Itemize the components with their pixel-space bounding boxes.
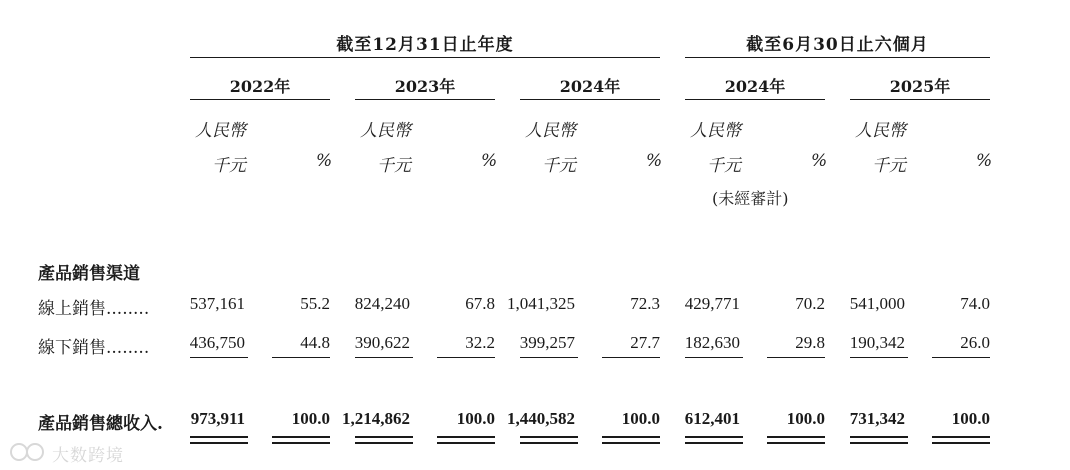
year-header-2023: 2023年	[394, 77, 456, 96]
table-cell: 55.2	[300, 294, 330, 313]
table-cell: 436,750	[189, 333, 245, 352]
year-header-2022: 2022年	[229, 77, 291, 96]
table-cell-total: 612,401	[684, 409, 740, 428]
total-double-rule	[932, 442, 990, 444]
subtotal-rule	[272, 357, 330, 358]
percent-label: %	[976, 151, 993, 171]
section-title: 產品銷售渠道	[38, 264, 140, 284]
table-cell-total: 1,440,582	[507, 409, 575, 428]
total-double-rule	[437, 436, 495, 438]
table-cell-total: 973,911	[190, 409, 245, 428]
table-cell: 429,771	[684, 294, 740, 313]
table-cell: 67.8	[465, 294, 495, 313]
percent-label: %	[646, 151, 663, 171]
table-cell: 70.2	[795, 294, 825, 313]
total-double-rule	[685, 436, 743, 438]
currency-label: 人民幣	[195, 121, 246, 141]
period-header-six-months: 截至6月30日止六個月	[746, 35, 929, 55]
watermark	[8, 440, 143, 464]
subtotal-rule	[850, 357, 908, 358]
table-cell: 26.0	[960, 333, 990, 352]
currency-label: 人民幣	[525, 121, 576, 141]
table-cell: 32.2	[465, 333, 495, 352]
table-cell: 182,630	[684, 333, 740, 352]
row-label-online: 線上銷售........	[38, 299, 150, 319]
unit-label: 千元	[872, 156, 906, 176]
total-double-rule	[190, 442, 248, 444]
total-double-rule	[850, 442, 908, 444]
percent-label: %	[811, 151, 828, 171]
subtotal-rule	[602, 357, 660, 358]
total-double-rule	[355, 436, 413, 438]
total-double-rule	[272, 436, 330, 438]
total-double-rule	[767, 442, 825, 444]
table-cell: 824,240	[354, 294, 410, 313]
period-header-annual: 截至12月31日止年度	[336, 35, 514, 55]
year-rule-2024-h1	[685, 99, 825, 100]
annual-header-rule	[190, 57, 660, 58]
year-rule-2024	[520, 99, 660, 100]
watermark-logo-icon	[8, 441, 48, 463]
table-cell: 44.8	[300, 333, 330, 352]
currency-label: 人民幣	[855, 121, 906, 141]
year-rule-2025-h1	[850, 99, 990, 100]
row-label-total: 產品銷售總收入.	[38, 414, 163, 434]
table-cell-total: 100.0	[456, 409, 495, 428]
percent-label: %	[316, 151, 333, 171]
table-cell: 390,622	[354, 333, 410, 352]
total-double-rule	[932, 436, 990, 438]
table-cell-total: 100.0	[621, 409, 660, 428]
total-double-rule	[685, 442, 743, 444]
table-cell-total: 100.0	[786, 409, 825, 428]
total-double-rule	[520, 436, 578, 438]
unit-label: 千元	[212, 156, 246, 176]
subtotal-rule	[685, 357, 743, 358]
year-rule-2023	[355, 99, 495, 100]
unit-label: 千元	[377, 156, 411, 176]
table-cell-total: 1,214,862	[342, 409, 410, 428]
subtotal-rule	[767, 357, 825, 358]
year-header-2024: 2024年	[559, 77, 621, 96]
table-cell: 74.0	[960, 294, 990, 313]
subtotal-rule	[355, 357, 413, 358]
total-double-rule	[602, 442, 660, 444]
total-double-rule	[520, 442, 578, 444]
subtotal-rule	[190, 357, 248, 358]
table-cell-total: 100.0	[291, 409, 330, 428]
total-double-rule	[602, 436, 660, 438]
table-cell: 72.3	[630, 294, 660, 313]
subtotal-rule	[437, 357, 495, 358]
table-cell-total: 100.0	[951, 409, 990, 428]
table-cell: 399,257	[519, 333, 575, 352]
currency-label: 人民幣	[360, 121, 411, 141]
table-cell: 190,342	[849, 333, 905, 352]
year-rule-2022	[190, 99, 330, 100]
total-double-rule	[437, 442, 495, 444]
total-double-rule	[355, 442, 413, 444]
currency-label: 人民幣	[690, 121, 741, 141]
six-months-header-rule	[685, 57, 990, 58]
total-double-rule	[767, 436, 825, 438]
table-cell: 27.7	[630, 333, 660, 352]
total-double-rule	[190, 436, 248, 438]
table-cell-total: 731,342	[849, 409, 905, 428]
subtotal-rule	[520, 357, 578, 358]
row-label-offline: 線下銷售........	[38, 338, 150, 358]
subtotal-rule	[932, 357, 990, 358]
table-cell: 537,161	[189, 294, 245, 313]
total-double-rule	[272, 442, 330, 444]
unit-label: 千元	[707, 156, 741, 176]
table-cell: 541,000	[849, 294, 905, 313]
table-cell: 1,041,325	[507, 294, 575, 313]
year-header-2024-h1: 2024年	[724, 77, 786, 96]
watermark-text: 大数跨境	[52, 446, 124, 466]
unaudited-note: (未經審計)	[712, 189, 789, 208]
unit-label: 千元	[542, 156, 576, 176]
year-header-2025-h1: 2025年	[889, 77, 951, 96]
total-double-rule	[850, 436, 908, 438]
table-cell: 29.8	[795, 333, 825, 352]
percent-label: %	[481, 151, 498, 171]
